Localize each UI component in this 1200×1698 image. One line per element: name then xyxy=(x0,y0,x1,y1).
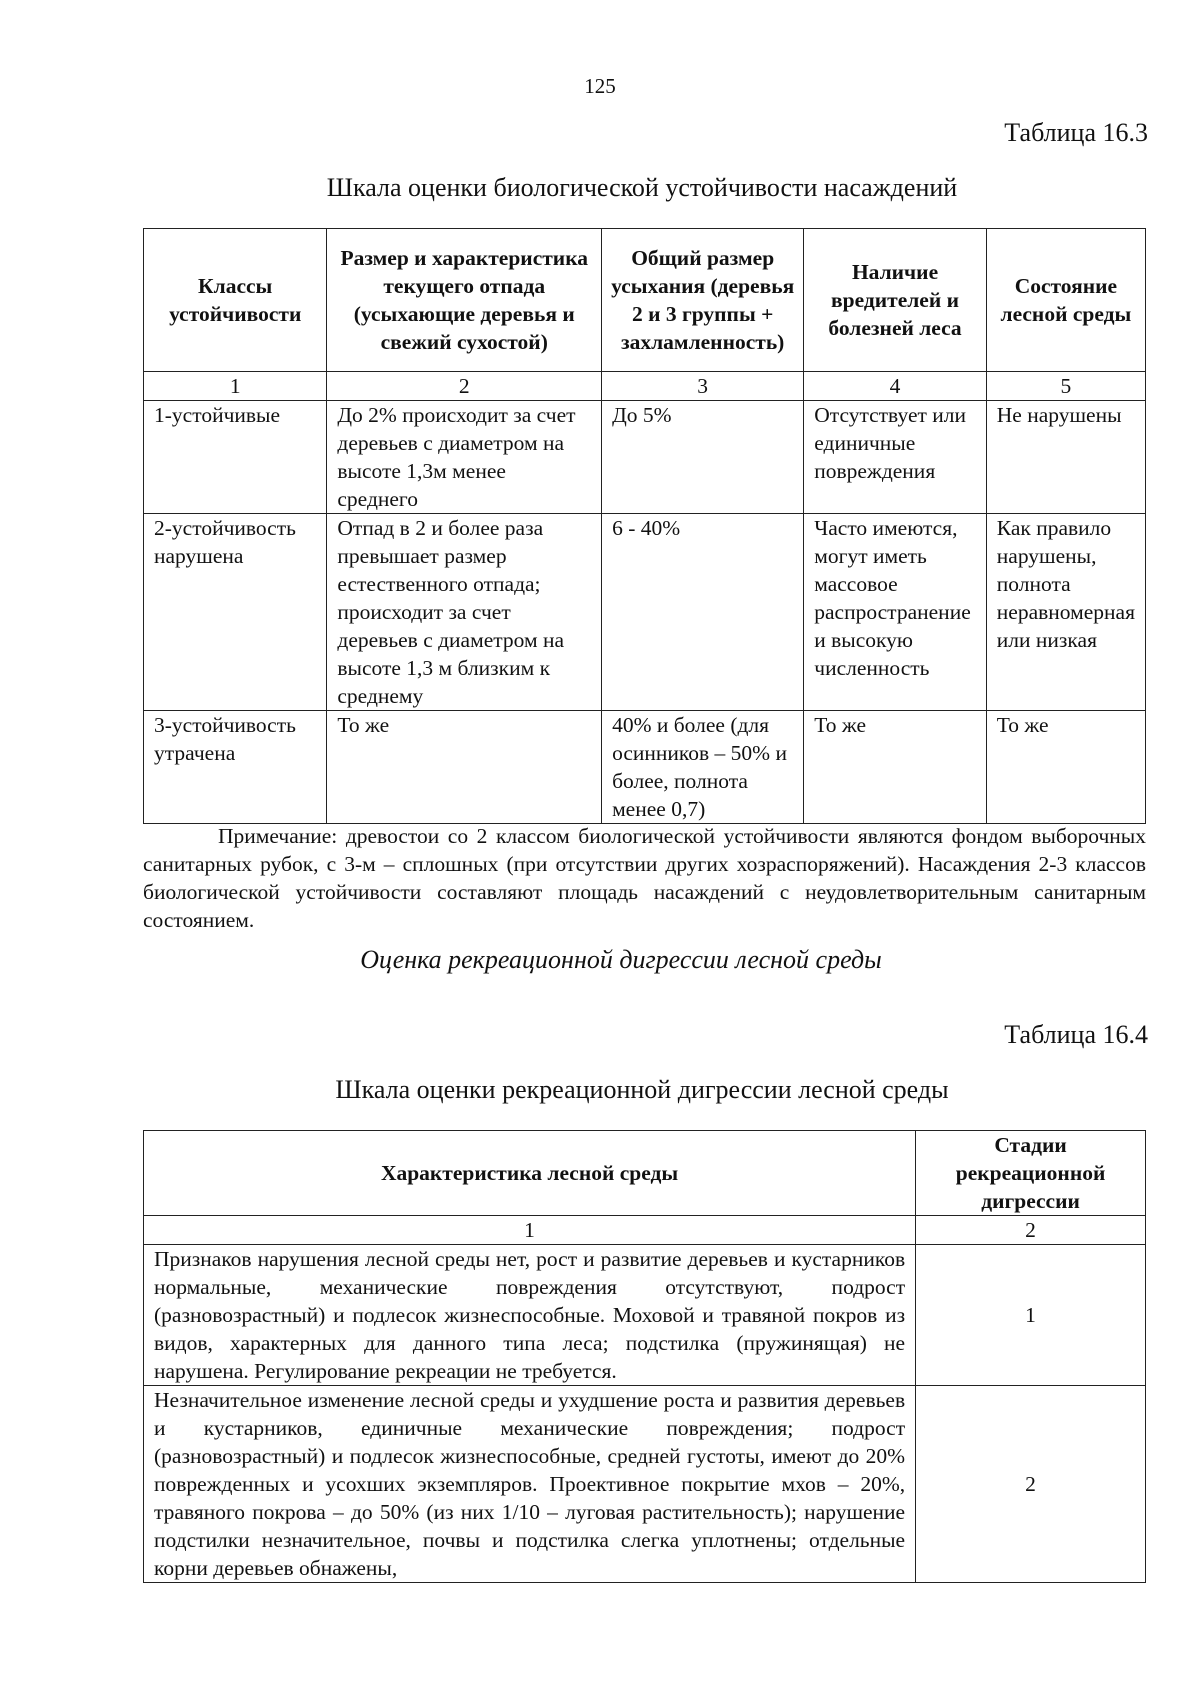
environment-cell: Не нарушены xyxy=(986,401,1145,514)
pests-cell: Отсутствует или единичные повреждения xyxy=(804,401,987,514)
table-16-4 xyxy=(143,1130,1146,1583)
table-row xyxy=(144,514,1146,711)
column-number: 1 xyxy=(144,1216,916,1245)
header-cell: Размер и характеристика текущего отпада (усыхающие деревья и свежий сухостой) xyxy=(327,229,602,372)
section-heading: Оценка рекреационной дигрессии лесной среды xyxy=(360,945,882,974)
environment-cell: То же xyxy=(986,711,1145,824)
column-number-row xyxy=(144,372,1146,401)
column-number: 5 xyxy=(986,372,1145,401)
header-cell: Классы устойчивости xyxy=(144,229,327,372)
description-cell: Признаков нарушения лесной среды нет, рост и развитие деревьев и кустарников нормальные, механические повреждения отсутствуют, подрост (разновозрастный) и подлесок жизнеспособные. Моховой и травяной покров из видов, характерных для данного типа леса; подстилка (пружинящая) не нарушена. Регулирование рекреации не требуется. xyxy=(144,1245,916,1386)
fall-cell: Отпад в 2 и более раза превышает размер естественного отпада; происходит за счет деревьев с диаметром на высоте 1,3 м близким к среднему xyxy=(327,514,602,711)
fall-cell: То же xyxy=(327,711,602,824)
stage-cell: 2 xyxy=(916,1386,1146,1583)
column-number: 2 xyxy=(916,1216,1146,1245)
table-note: Примечание: древостои со 2 классом биологической устойчивости являются фондом выборочных санитарных рубок, с 3-м – сплошных (при отсутствии других хозраспоряжений). Насаждения 2-3 классов биологической устойчивости составляют площадь насаждений с неудовлетворительным санитарным состоянием. xyxy=(143,824,1146,932)
column-number: 3 xyxy=(602,372,804,401)
class-cell: 2-устойчивость нарушена xyxy=(144,514,327,711)
fall-cell: До 2% происходит за счет деревьев с диаметром на высоте 1,3м менее среднего xyxy=(327,401,602,514)
header-cell: Состояние лесной среды xyxy=(986,229,1145,372)
table-16-4-title: Шкала оценки рекреационной дигрессии лесной среды xyxy=(335,1075,949,1104)
header-cell: Стадии рекреационной дигрессии xyxy=(916,1131,1146,1216)
table-header-row xyxy=(144,1131,1146,1216)
table-16-4-label: Таблица 16.4 xyxy=(1004,1020,1148,1049)
environment-cell: Как правило нарушены, полнота неравномерная или низкая xyxy=(986,514,1145,711)
page-number: 125 xyxy=(584,74,616,98)
table-row xyxy=(144,401,1146,514)
table-row xyxy=(144,1245,1146,1386)
pests-cell: То же xyxy=(804,711,987,824)
column-number: 1 xyxy=(144,372,327,401)
column-number: 4 xyxy=(804,372,987,401)
description-cell: Незначительное изменение лесной среды и ухудшение роста и развития деревьев и кустарников, единичные механические повреждения; подрост (разновозрастный) и подлесок жизнеспособные, средней густоты, имеют до 20% поврежденных и усохших экземпляров. Проективное покрытие мхов – 20%, травяного покрова – до 50% (из них 1/10 – луговая растительность); нарушение подстилки незначительное, почвы и подстилка слегка уплотнены; отдельные корни деревьев обнажены, xyxy=(144,1386,916,1583)
header-cell: Наличие вредителей и болезней леса xyxy=(804,229,987,372)
header-cell: Характеристика лесной среды xyxy=(144,1131,916,1216)
table-16-3 xyxy=(143,228,1146,824)
class-cell: 1-устойчивые xyxy=(144,401,327,514)
table-row xyxy=(144,711,1146,824)
table-16-3-title: Шкала оценки биологической устойчивости насаждений xyxy=(326,173,958,202)
drying-cell: До 5% xyxy=(602,401,804,514)
column-number-row xyxy=(144,1216,1146,1245)
table-16-3-label: Таблица 16.3 xyxy=(1004,118,1148,147)
class-cell: 3-устойчивость утрачена xyxy=(144,711,327,824)
stage-cell: 1 xyxy=(916,1245,1146,1386)
table-row xyxy=(144,1386,1146,1583)
column-number: 2 xyxy=(327,372,602,401)
header-cell: Общий размер усыхания (деревья 2 и 3 группы + захламленность) xyxy=(602,229,804,372)
drying-cell: 40% и более (для осинников – 50% и более, полнота менее 0,7) xyxy=(602,711,804,824)
drying-cell: 6 - 40% xyxy=(602,514,804,711)
table-header-row xyxy=(144,229,1146,372)
pests-cell: Часто имеются, могут иметь массовое распространение и высокую численность xyxy=(804,514,987,711)
